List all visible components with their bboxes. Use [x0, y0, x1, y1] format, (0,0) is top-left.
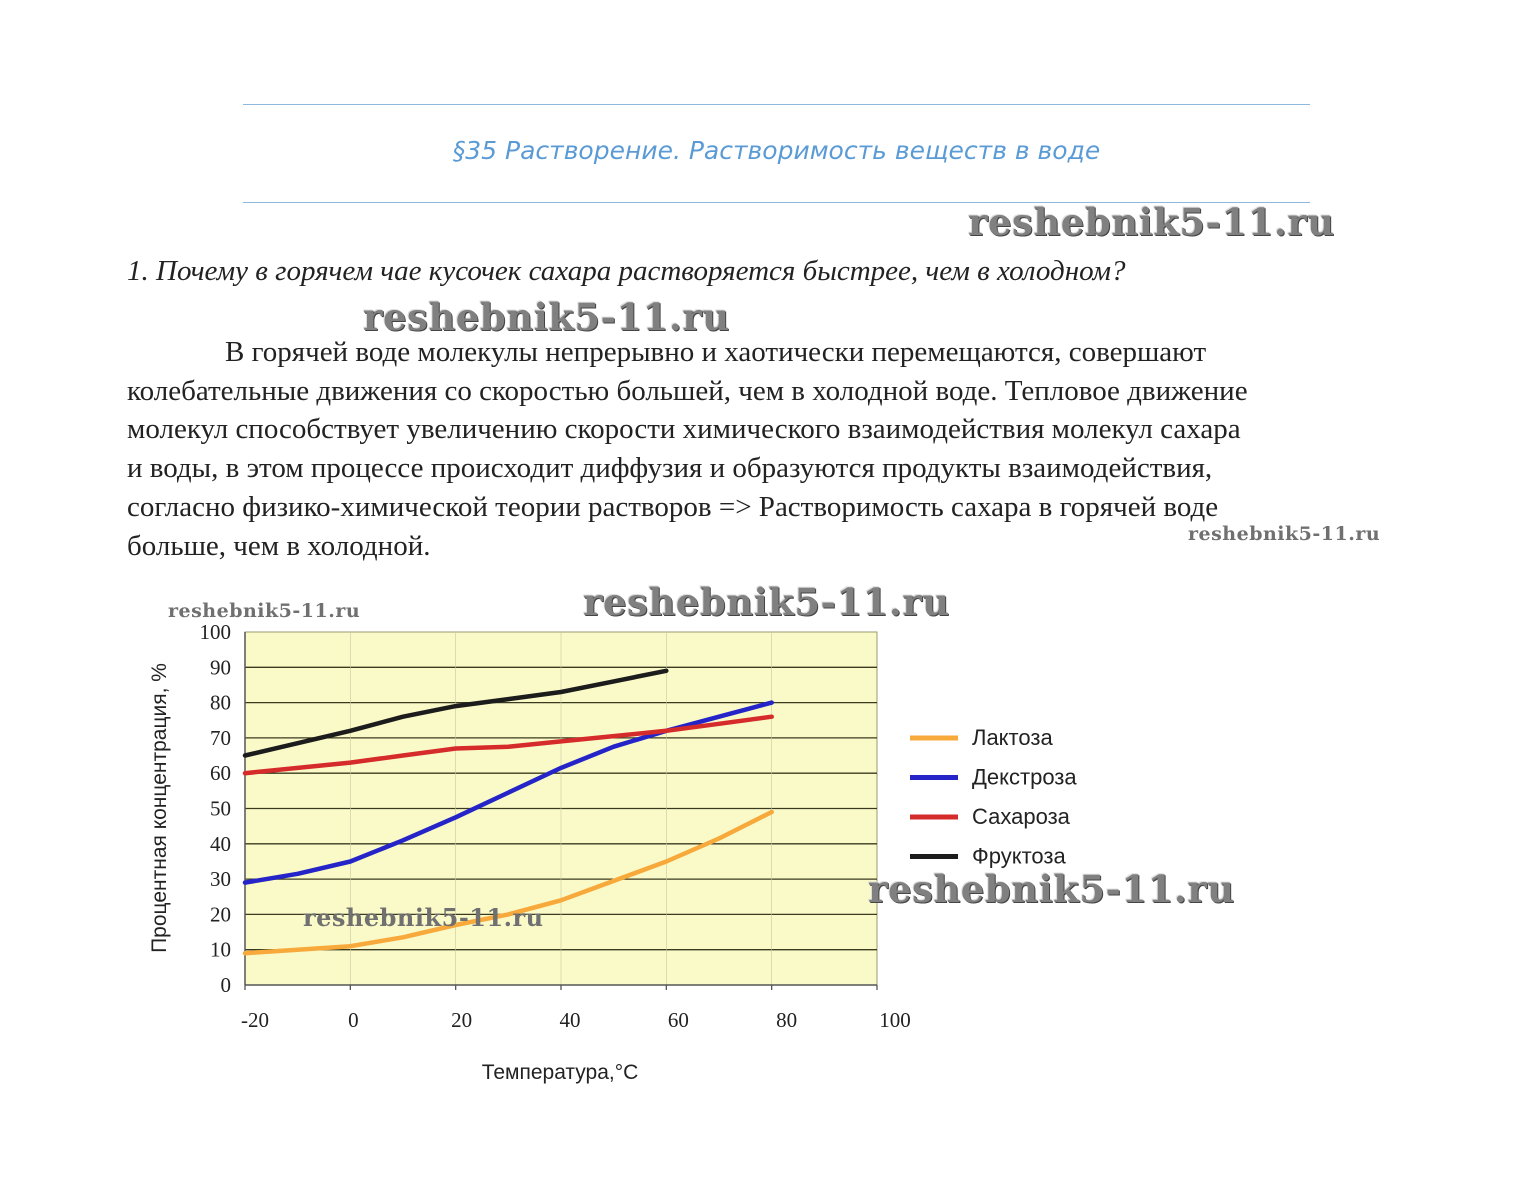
x-tick-label: 100: [879, 1008, 911, 1032]
x-axis: [241, 985, 911, 1032]
watermark: reshebnik5-11.ru: [303, 903, 544, 932]
y-tick-label: 20: [210, 902, 231, 927]
x-tick-label: 60: [667, 1008, 689, 1032]
watermark: reshebnik5-11.ru: [168, 600, 361, 622]
x-tick-label: -20: [241, 1008, 269, 1032]
question-text: 1. Почему в горячем чае кусочек сахара растворяется быстрее, чем в холодном?: [127, 255, 1126, 287]
answer-line: молекул способствует увеличению скорости химического взаимодействия молекул сахара: [127, 413, 1241, 446]
answer-line: согласно физико-химической теории растворов => Растворимость сахара в горячей воде: [127, 490, 1219, 523]
legend: [910, 725, 1077, 869]
watermark: reshebnik5-11.ru: [363, 295, 730, 339]
y-axis: [200, 620, 246, 997]
y-tick-label: 70: [210, 725, 231, 750]
y-tick-label: 40: [210, 831, 231, 856]
x-tick-label: 0: [348, 1008, 359, 1032]
watermark: reshebnik5-11.ru: [868, 867, 1235, 911]
x-axis-label: Температура,°С: [481, 1061, 639, 1084]
x-tick-label: 20: [451, 1008, 473, 1032]
answer-line: В горячей воде молекулы непрерывно и хаотически перемещаются, совершают: [225, 336, 1207, 368]
y-tick-label: 0: [220, 973, 231, 997]
y-tick-label: 100: [199, 620, 231, 644]
answer-line: и воды, в этом процессе происходит диффузия и образуются продукты взаимодействия,: [127, 452, 1213, 485]
legend-label: Лактоза: [972, 725, 1053, 750]
legend-label: Фруктоза: [972, 843, 1066, 869]
watermark: reshebnik5-11.ru: [583, 580, 950, 624]
y-tick-label: 90: [210, 655, 231, 680]
legend-label: Декстроза: [972, 764, 1077, 790]
y-tick-label: 30: [210, 867, 231, 892]
legend-label: Сахароза: [972, 804, 1070, 829]
watermark: reshebnik5-11.ru: [1188, 523, 1381, 545]
answer-line: больше, чем в холодной.: [127, 529, 431, 562]
y-tick-label: 80: [210, 690, 231, 715]
answer-line: колебательные движения со скоростью большей, чем в холодной воде. Тепловое движение: [127, 374, 1248, 407]
x-tick-label: 80: [776, 1008, 798, 1032]
watermark: reshebnik5-11.ru: [968, 200, 1335, 244]
header-title: §35 Растворение. Растворимость веществ в воде: [452, 136, 1101, 165]
y-tick-label: 50: [210, 796, 231, 821]
y-tick-label: 60: [210, 761, 231, 786]
y-axis-label: Процентная концентрация, %: [148, 663, 171, 953]
x-tick-label: 40: [559, 1008, 581, 1032]
y-tick-label: 10: [210, 937, 231, 962]
